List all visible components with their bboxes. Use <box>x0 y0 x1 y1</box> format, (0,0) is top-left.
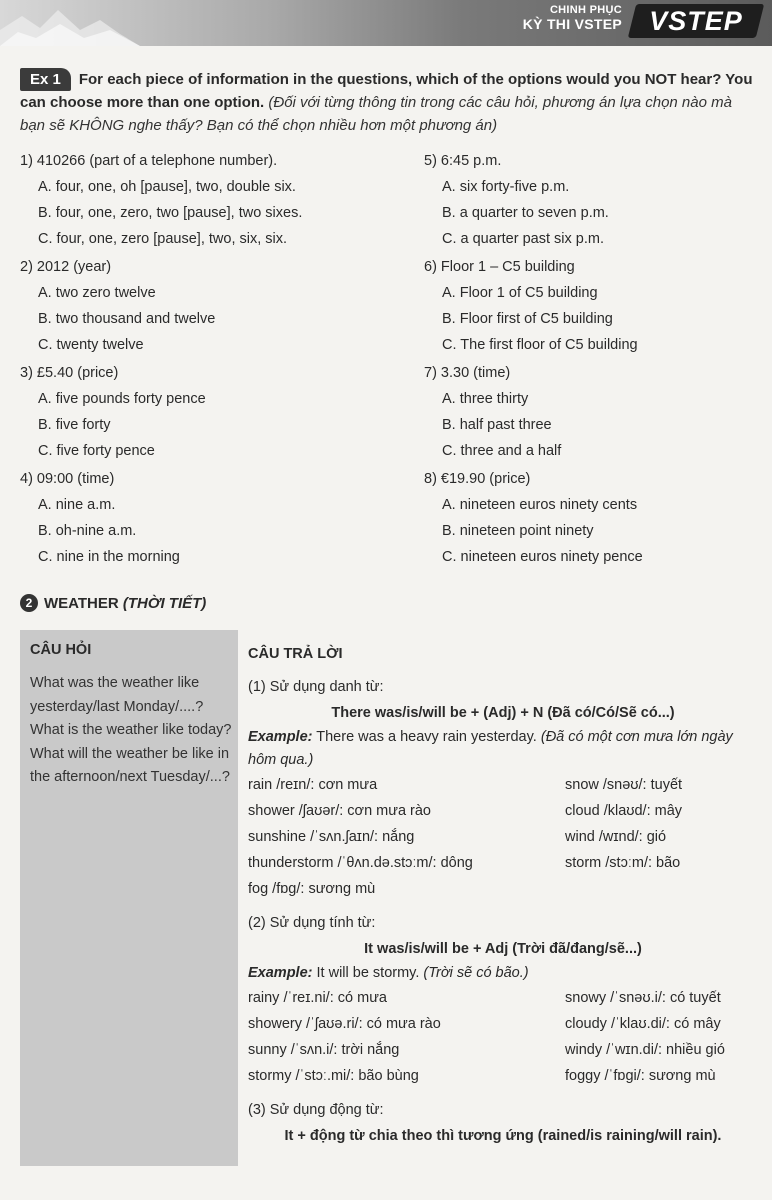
vocab-item: foggy /ˈfɒgi/: sương mù <box>565 1068 716 1084</box>
vocab-item: wind /wɪnd/: gió <box>565 829 667 845</box>
vocab-row <box>248 876 758 902</box>
question-block <box>20 254 410 358</box>
vocab-item: stormy /ˈstɔː.mi/: bão bùng <box>248 1068 419 1084</box>
answer-option: C. nine in the morning <box>38 549 180 565</box>
question-box-items <box>30 672 236 790</box>
answer-header: CÂU TRẢ LỜI <box>248 646 343 662</box>
vocab-item: fog /fɒg/: sương mù <box>248 881 376 897</box>
answer-option: B. four, one, zero, two [pause], two sixes. <box>38 205 303 221</box>
answer-option: A. six forty-five p.m. <box>442 179 570 195</box>
part3-title: (3) Sử dụng động từ: <box>248 1102 384 1118</box>
vocab-row <box>248 850 758 876</box>
vocab-row <box>248 824 758 850</box>
part2-title: (2) Sử dụng tính từ: <box>248 915 376 931</box>
vocab-item: rain /reɪn/: cơn mưa <box>248 777 378 793</box>
vocab-row <box>248 1063 758 1089</box>
question-text: 1) 410266 (part of a telephone number). <box>20 153 278 169</box>
question-item: What was the weather like yesterday/last Monday/....? <box>30 675 204 715</box>
answer-option: A. five pounds forty pence <box>38 391 206 407</box>
question-text: 2) 2012 (year) <box>20 259 112 275</box>
vocab-item: windy /ˈwɪn.di/: nhiều gió <box>565 1042 725 1058</box>
answer-option: B. oh-nine a.m. <box>38 523 137 539</box>
part2-vocab-list <box>248 985 758 1089</box>
question-block <box>20 466 410 570</box>
question-text: 8) €19.90 (price) <box>424 471 531 487</box>
vstep-logo-text: VSTEP <box>649 6 743 36</box>
question-item: What is the weather like today? <box>30 722 232 738</box>
brand-text <box>523 4 622 33</box>
answer-option: B. two thousand and twelve <box>38 311 216 327</box>
question-block <box>424 466 764 570</box>
answer-option: B. nineteen point ninety <box>442 523 594 539</box>
part1-example-en: There was a heavy rain yesterday. <box>316 729 537 745</box>
question-box-header: CÂU HỎI <box>30 642 92 658</box>
questions-left-column <box>20 148 410 572</box>
answer-option: A. Floor 1 of C5 building <box>442 285 598 301</box>
answer-area <box>248 642 758 1149</box>
part2-example-en: It will be stormy. <box>316 965 420 981</box>
answer-option: A. two zero twelve <box>38 285 156 301</box>
question-block <box>20 360 410 464</box>
part2-example-vn: (Trời sẽ có bão.) <box>423 965 529 981</box>
answer-option: C. nineteen euros ninety pence <box>442 549 643 565</box>
answer-option: C. three and a half <box>442 443 562 459</box>
question-block <box>424 148 764 252</box>
answer-option: A. four, one, oh [pause], two, double six. <box>38 179 296 195</box>
mountain-graphic <box>0 0 140 46</box>
answer-option: C. a quarter past six p.m. <box>442 231 604 247</box>
exercise-badge: Ex 1 <box>20 68 71 91</box>
vocab-item: rainy /ˈreɪ.ni/: có mưa <box>248 990 387 1006</box>
question-text: 6) Floor 1 – C5 building <box>424 259 575 275</box>
answer-option: C. twenty twelve <box>38 337 144 353</box>
part1-title: (1) Sử dụng danh từ: <box>248 679 384 695</box>
vocab-row <box>248 985 758 1011</box>
vocab-row <box>248 1011 758 1037</box>
vocab-item: storm /stɔːm/: bão <box>565 855 681 871</box>
answer-option: B. five forty <box>38 417 111 433</box>
answer-option: C. four, one, zero [pause], two, six, six. <box>38 231 288 247</box>
part2-formula: It was/is/will be + Adj (Trời đã/đang/sẽ...) <box>364 941 642 957</box>
part1-example-vn: (Đã có một cơn mưa lớn ngày hôm qua.) <box>248 729 733 768</box>
part1-example-label: Example: <box>248 729 313 745</box>
part2-example-label: Example: <box>248 965 313 981</box>
answer-option: B. a quarter to seven p.m. <box>442 205 609 221</box>
vocab-item: snow /snəʊ/: tuyết <box>565 777 683 793</box>
part3-formula: It + động từ chia theo thì tương ứng (rained/is raining/will rain). <box>284 1128 722 1144</box>
brand-line2: KỲ THI VSTEP <box>522 16 622 32</box>
vstep-logo <box>628 4 764 38</box>
section-title: WEATHER <box>44 595 119 612</box>
part1-example <box>248 726 758 772</box>
part1-vocab-list <box>248 772 758 902</box>
question-text: 7) 3.30 (time) <box>424 365 511 381</box>
vocab-item: shower /ʃaʊər/: cơn mưa rào <box>248 803 431 819</box>
part1-formula: There was/is/will be + (Adj) + N (Đã có/Có/Sẽ có...) <box>331 705 675 721</box>
header-banner <box>0 0 772 46</box>
vocab-item: showery /ˈʃaʊə.ri/: có mưa rào <box>248 1016 441 1032</box>
vocab-item: cloudy /ˈklaʊ.di/: có mây <box>565 1016 721 1032</box>
answer-option: B. half past three <box>442 417 552 433</box>
section-number: 2 <box>20 594 38 612</box>
instruction-english: For each piece of information in the questions, which of the options would you NOT hear? You can choose more than one option. <box>20 71 753 111</box>
question-item: What will the weather be like in the afternoon/next Tuesday/...? <box>30 745 230 785</box>
instruction-vietnamese: (Đối với từng thông tin trong các câu hỏi, phương án lựa chọn nào mà bạn sẽ KHÔNG nghe thấy? Bạn có thể chọn nhiều hơn một phương án) <box>20 94 732 134</box>
answer-option: C. The first floor of C5 building <box>442 337 638 353</box>
answer-option: A. nineteen euros ninety cents <box>442 497 638 513</box>
question-text: 5) 6:45 p.m. <box>424 153 502 169</box>
answer-option: A. nine a.m. <box>38 497 116 513</box>
vocab-item: snowy /ˈsnəʊ.i/: có tuyết <box>565 990 721 1006</box>
part2-example <box>248 962 758 985</box>
vocab-item: cloud /klaʊd/: mây <box>565 803 683 819</box>
answer-option: C. five forty pence <box>38 443 155 459</box>
question-box <box>20 630 238 1166</box>
question-text: 4) 09:00 (time) <box>20 471 115 487</box>
answer-option: A. three thirty <box>442 391 529 407</box>
vocab-item: sunshine /ˈsʌn.ʃaɪn/: nắng <box>248 829 415 845</box>
answer-option: B. Floor first of C5 building <box>442 311 613 327</box>
question-text: 3) £5.40 (price) <box>20 365 119 381</box>
vocab-item: thunderstorm /ˈθʌn.də.stɔːm/: dông <box>248 855 473 871</box>
question-block <box>20 148 410 252</box>
vocab-row <box>248 798 758 824</box>
section-heading <box>20 592 206 616</box>
vocab-item: sunny /ˈsʌn.i/: trời nắng <box>248 1042 400 1058</box>
question-block <box>424 360 764 464</box>
questions-right-column <box>424 148 764 572</box>
vocab-row <box>248 1037 758 1063</box>
exercise-instruction <box>20 68 760 137</box>
question-block <box>424 254 764 358</box>
vocab-row <box>248 772 758 798</box>
brand-line1: CHINH PHỤC <box>549 4 622 16</box>
section-title-vn: (THỜI TIẾT) <box>122 595 207 612</box>
